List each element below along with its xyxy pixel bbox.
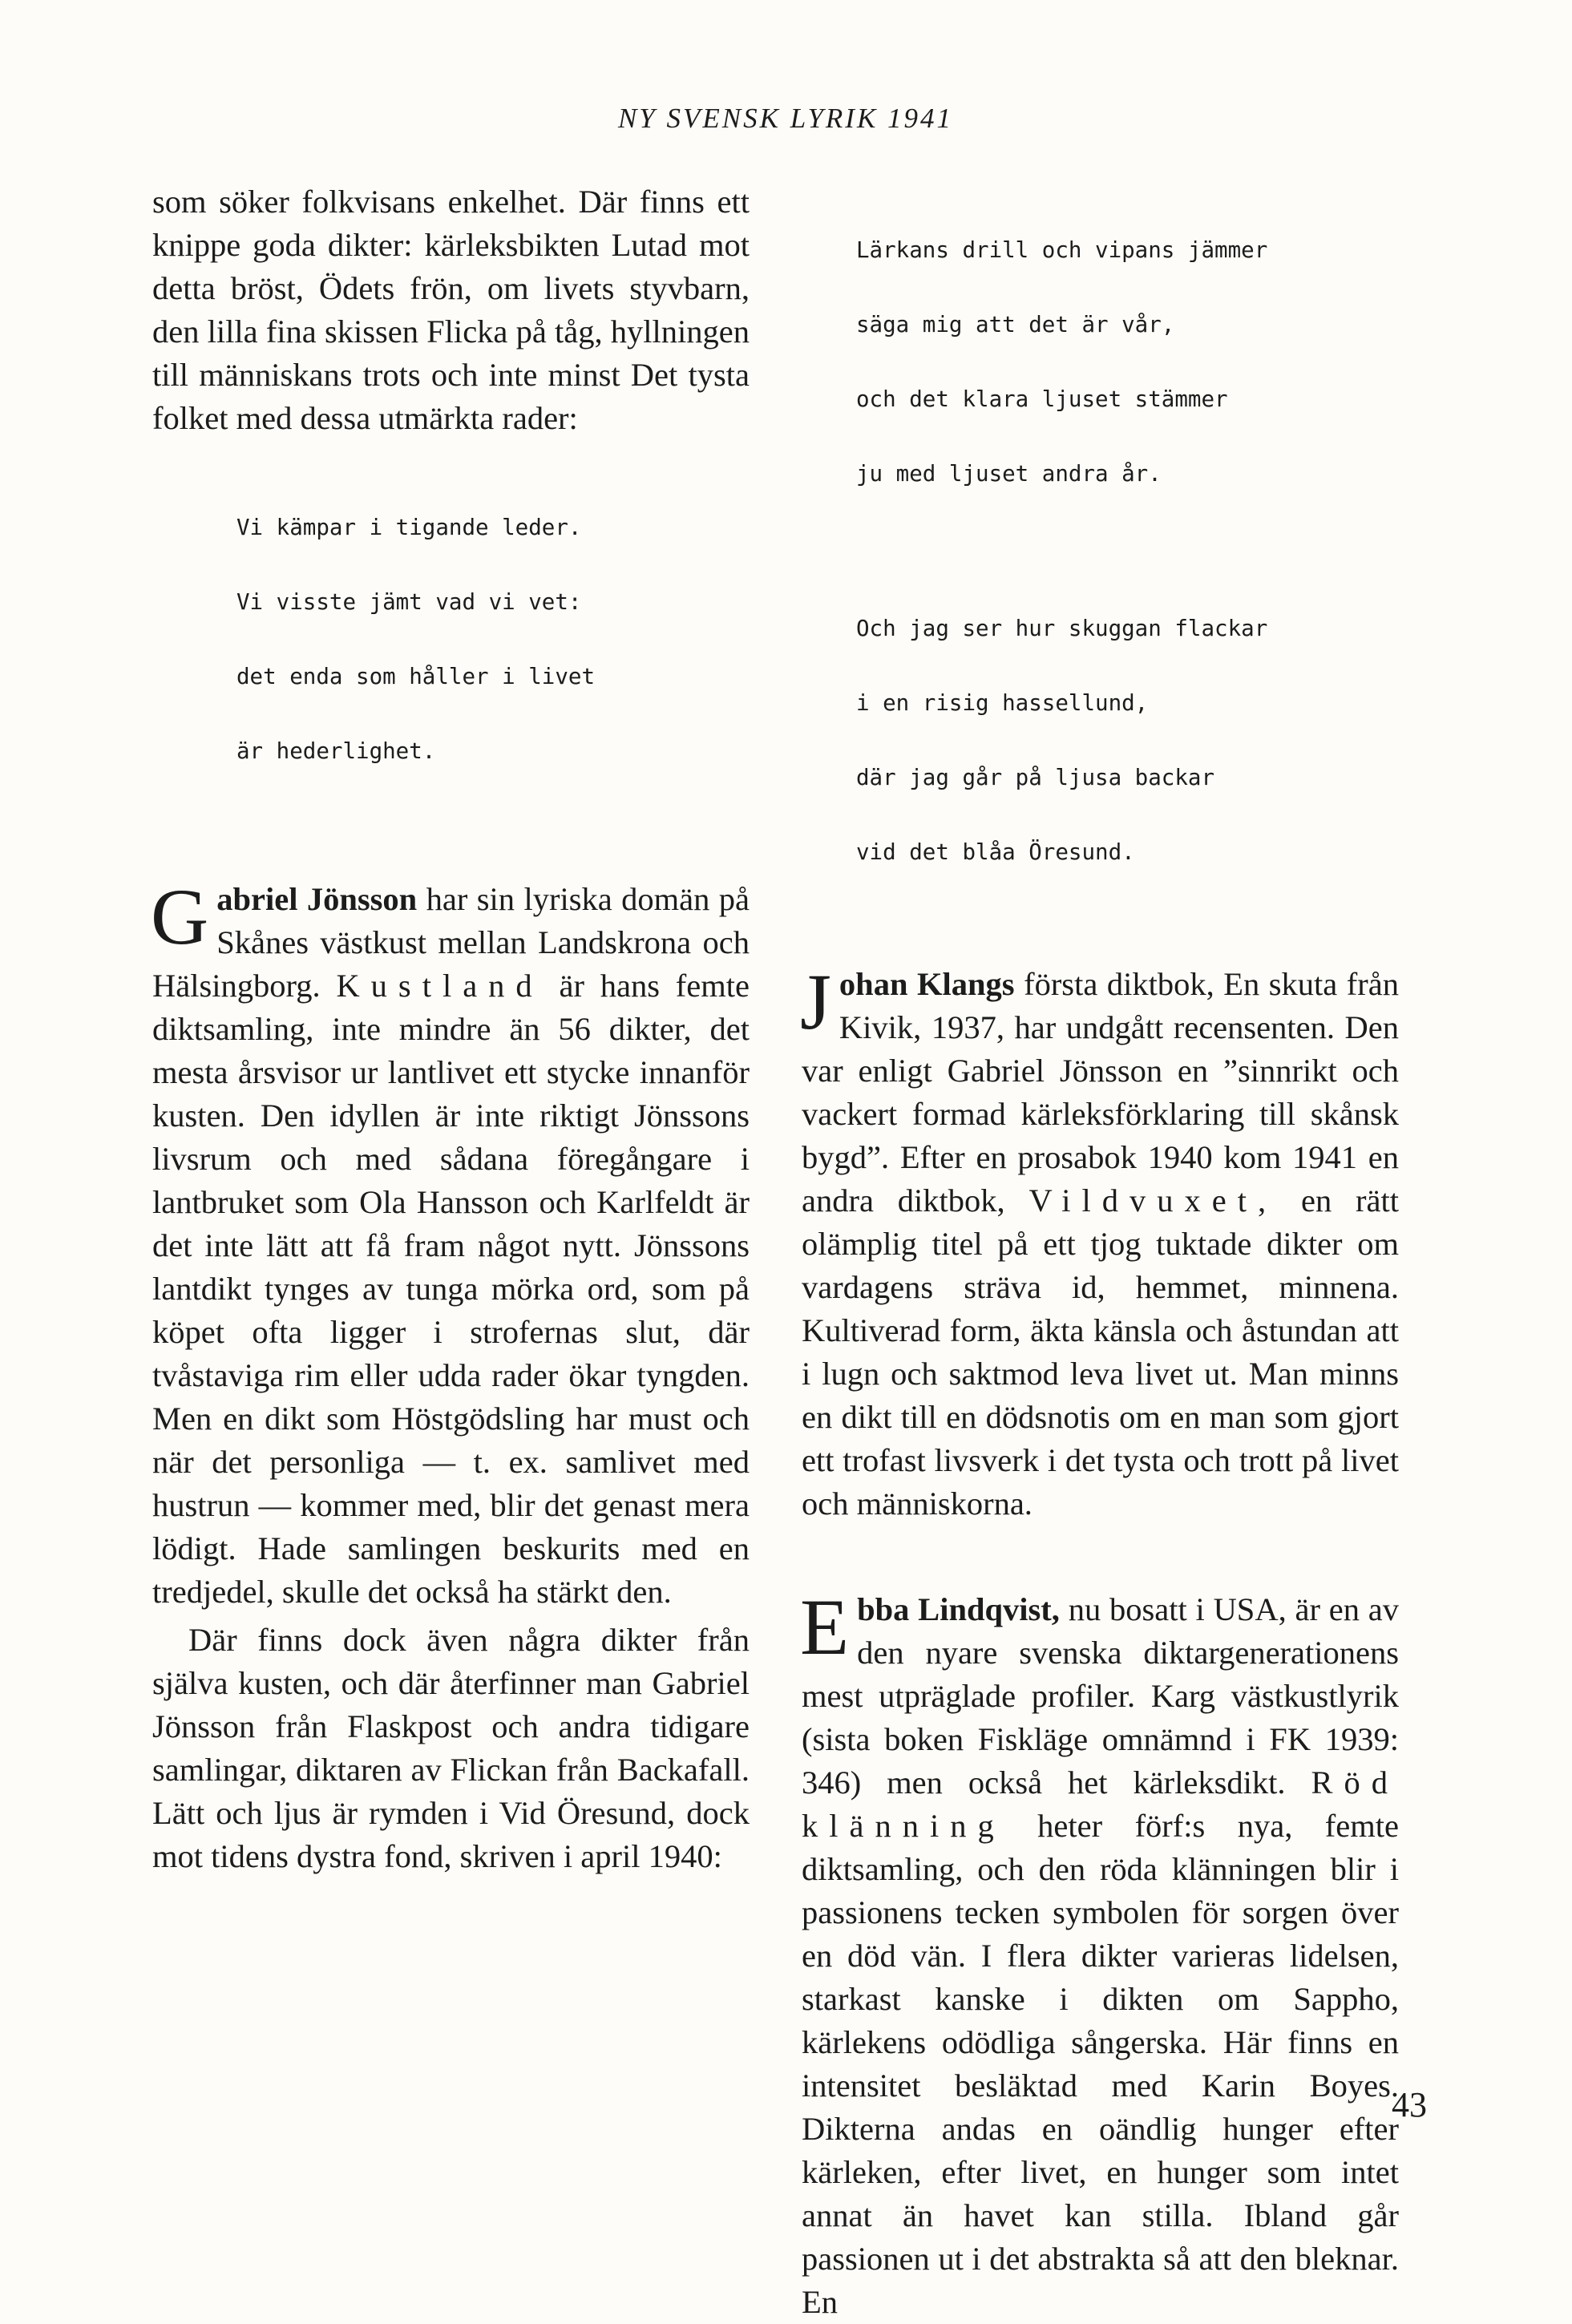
section-gabriel-jonsson [151,872,750,1614]
verse-line: säga mig att det är vår, [856,312,1175,337]
verse-line: och det klara ljuset stämmer [856,386,1228,412]
verse-line: Och jag ser hur skuggan flackar [856,616,1268,641]
section-ebba-lindqvist [800,1582,1399,2324]
verse-excerpt-det-tysta-folket [236,466,750,814]
running-header: NY SVENSK LYRIK 1941 [617,103,954,134]
section-text: har sin lyriska domän på Skånes västkust mellan Landskrona och Hälsingborg. [152,881,750,1004]
verse-line: det enda som håller i livet [236,664,596,689]
verse-line: Vi kämpar i tigande leder. [236,515,582,540]
section-text: en rätt olämplig titel på ett tjog tuktade dikter om vardagens sträva id, hemmet, minnena. Kultiverad form, äkta känsla och åstundan att i lugn och saktmod leva livet ut. Man minns en dikt till en dödsnotis om en man som gjort ett trofast livsverk i det tysta och trott på livet och människorna. [802,1182,1399,1522]
book-title: Kustland [336,968,544,1004]
section-johan-klang [800,957,1399,1526]
section-text: heter förf:s nya, femte diktsamling, och den röda klänningen blir i passionens tecken symbolen för sorgen över en död vän. I flera dikter varieras lidelsen, starkast kanske i dikten om Sappho, kärlekens odödliga sångerska. Här finns en intensitet besläktad med Karin Boyes. Dikterna andas en oändlig hunger efter kärleken, efter livet, en hunger som intet annat än havet kan stilla. Ibland går passionen ut i det abstrakta så att den bleknar. En [802,1808,1399,2320]
section-text: nu bosatt i USA, är en av den nyare svenska diktargenerationens mest utpräglade profiler. Karg västkustlyrik (sista boken Fiskläge omnämnd i FK 1939: 346) men också het kärleksdikt. [802,1591,1399,1801]
book-title: Vildvuxet, [1028,1182,1278,1219]
drop-cap: E [800,1582,850,1671]
section-text: första diktbok, En skuta från Kivik, 1937, har undgått recensenten. Den var enligt Gabriel Jönsson en ”sinnrikt och vackert formad kärleksförklaring till skånsk bygd”. Efter en prosabok 1940 kom 1941 en andra diktbok, [802,966,1399,1219]
section-text: är hans femte diktsamling, inte mindre än 56 dikter, det mesta årsvisor ur lantlivet ett stycke innanför kusten. Den idyllen är inte riktigt Jönssons livsrum och med sådana föregångare i lantbruket som Ola Hansson och Karlfeldt är det inte lätt att få fram något nytt. Jönssons lantdikt tynges av tunga mörka ord, som på köpet ofta ligger i strofernas slut, där tvåstaviga rim eller udda rader ökar tyngden. Men en dikt som Höstgödsling har must och när det personliga — t. ex. samlivet med hustrun — kommer med, blir det genast mera lödigt. Hade samlingen beskurits med en tredjedel, skulle det också ha stärkt den. [152,968,750,1610]
drop-cap: J [800,957,831,1046]
verse-line: vid det blåa Öresund. [856,839,1135,865]
paragraph-kusten: Där finns dock även några dikter från själva kusten, och där återfinner man Gabriel Jönsson från Flaskpost och andra tidigare samlingar, diktaren av Flickan från Backafall. Lätt och ljus är rymden i Vid Öresund, dock mot tidens dystra fond, skriven i april 1940: [152,1622,750,1874]
author-name: ohan Klangs [839,966,1015,1002]
verse-line: ju med ljuset andra år. [856,461,1162,487]
drop-cap: G [151,872,209,961]
verse-excerpt-vid-oresund-stanza-2 [856,567,1399,915]
author-name: bba Lindqvist, [857,1591,1060,1627]
left-column [152,180,750,1878]
author-name: abriel Jönsson [216,881,418,917]
verse-excerpt-vid-oresund-stanza-1 [856,188,1399,536]
right-column [802,180,1399,2324]
page-number: 43 [1392,2085,1427,2124]
verse-line: Lärkans drill och vipans jämmer [856,237,1268,263]
verse-line: Vi visste jämt vad vi vet: [236,589,582,615]
intro-paragraph: som söker folkvisans enkelhet. Där finns ett knippe goda dikter: kärleksbikten Lutad mot detta bröst, Ödets frön, om livets styvbarn, den lilla fina skissen Flicka på tåg, hyllningen till människans trots och inte minst Det tysta folket med dessa utmärkta rader: [152,184,750,436]
book-title: Röd klänning [802,1764,1399,1844]
verse-line: är hederlighet. [236,738,436,764]
verse-line: där jag går på ljusa backar [856,765,1215,790]
verse-line: i en risig hassellund, [856,690,1149,716]
